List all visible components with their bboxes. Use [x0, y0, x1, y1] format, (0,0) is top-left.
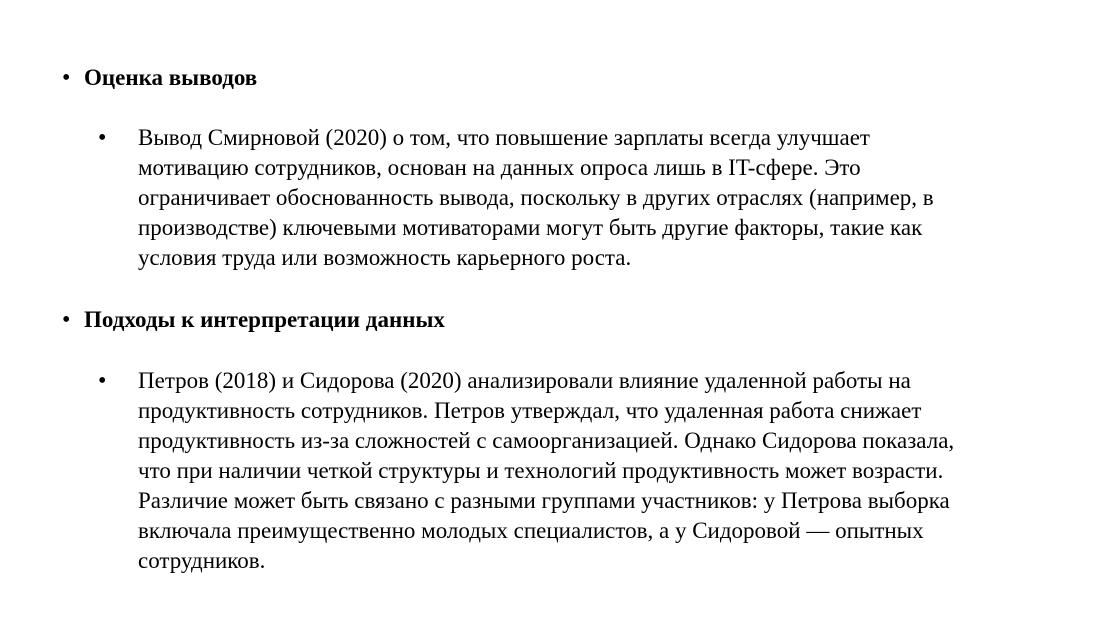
text-line: Вывод Смирновой (2020) о том, что повышение зарплаты всегда улучшает: [138, 125, 870, 150]
text-line: Различие может быть связано с разными группами участников: у Петрова выборка: [138, 488, 950, 513]
section-title: Подходы к интерпретации данных: [84, 307, 445, 332]
text-line: включала преимущественно молодых специалистов, а у Сидоровой — опытных: [138, 518, 924, 543]
text-line: продуктивность из-за сложностей с самоорганизацией. Однако Сидорова показала,: [138, 428, 955, 453]
section-title: Оценка выводов: [84, 65, 258, 90]
paragraph: [138, 366, 1073, 576]
text-line: сотрудников.: [138, 548, 266, 573]
list-bullet: •: [98, 125, 107, 151]
text-line: что при наличии четкой структуры и технологий продуктивность может возрасти.: [138, 458, 944, 483]
text-line: условия труда или возможность карьерного роста.: [138, 245, 632, 270]
section-bullet: •: [62, 65, 71, 91]
section-bullet: •: [62, 307, 71, 333]
text-line: продуктивность сотрудников. Петров утверждал, что удаленная работа снижает: [138, 398, 922, 423]
text-line: Петров (2018) и Сидорова (2020) анализировали влияние удаленной работы на: [138, 368, 911, 393]
paragraph: [138, 123, 1073, 273]
text-line: мотивацию сотрудников, основан на данных опроса лишь в IT-сфере. Это: [138, 155, 861, 180]
text-line: ограничивает обоснованность вывода, поскольку в других отраслях (например, в: [138, 185, 934, 210]
text-line: производстве) ключевыми мотиваторами могут быть другие факторы, такие как: [138, 215, 923, 240]
list-bullet: •: [98, 368, 107, 394]
